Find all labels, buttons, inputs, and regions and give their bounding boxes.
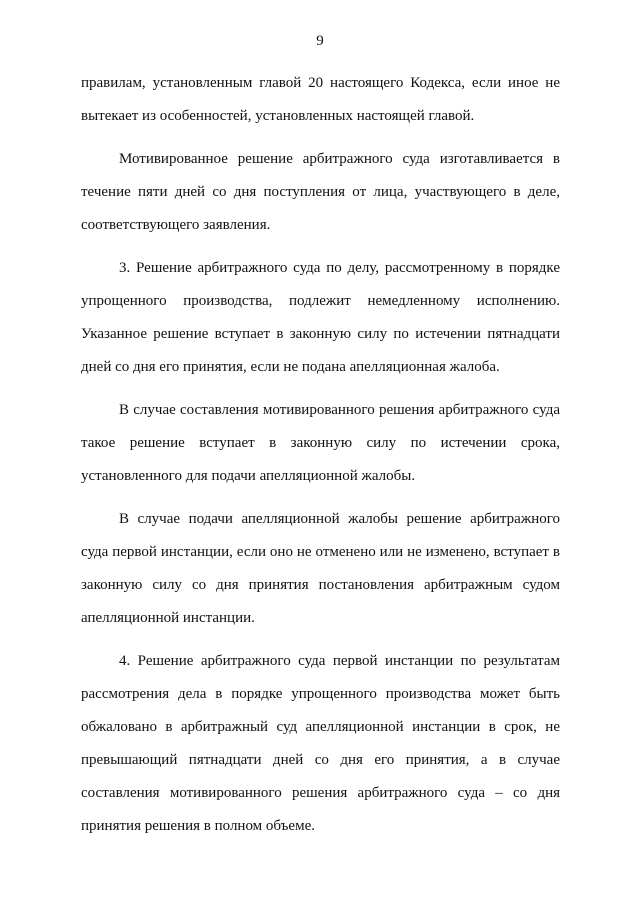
paragraph-clause-3: 3. Решение арбитражного суда по делу, рассмотренному в порядке упрощенного производства, подлежит немедленному исполнению. Указанное решение вступает в законную силу по истечении пятнадцати дней со дня его принятия, если не подана апелляционная жалоба.	[81, 260, 560, 375]
page-number: 9	[316, 33, 324, 49]
paragraph-continuation: правилам, установленным главой 20 настоящего Кодекса, если иное не вытекает из особенностей, установленных настоящей главой.	[81, 75, 560, 124]
paragraph-reasoned-decision: Мотивированное решение арбитражного суда изготавливается в течение пяти дней со дня поступления от лица, участвующего в деле, соответствующего заявления.	[81, 151, 560, 233]
paragraph-clause-4: 4. Решение арбитражного суда первой инстанции по результатам рассмотрения дела в порядке упрощенного производства может быть обжаловано в арбитражный суд апелляционной инстанции в срок, не превышающий пятнадцати дней со дня его принятия, а в случае составления мотивированного решения арбитражного суда – со дня принятия решения в полном объеме.	[81, 653, 560, 834]
document-body	[81, 67, 560, 853]
paragraph-appeal-effect: В случае подачи апелляционной жалобы решение арбитражного суда первой инстанции, если оно не отменено или не изменено, вступает в законную силу со дня принятия постановления арбитражным судом апелляционной инстанции.	[81, 511, 560, 626]
paragraph-reasoned-decision-effect: В случае составления мотивированного решения арбитражного суда такое решение вступает в законную силу по истечении срока, установленного для подачи апелляционной жалобы.	[81, 402, 560, 484]
